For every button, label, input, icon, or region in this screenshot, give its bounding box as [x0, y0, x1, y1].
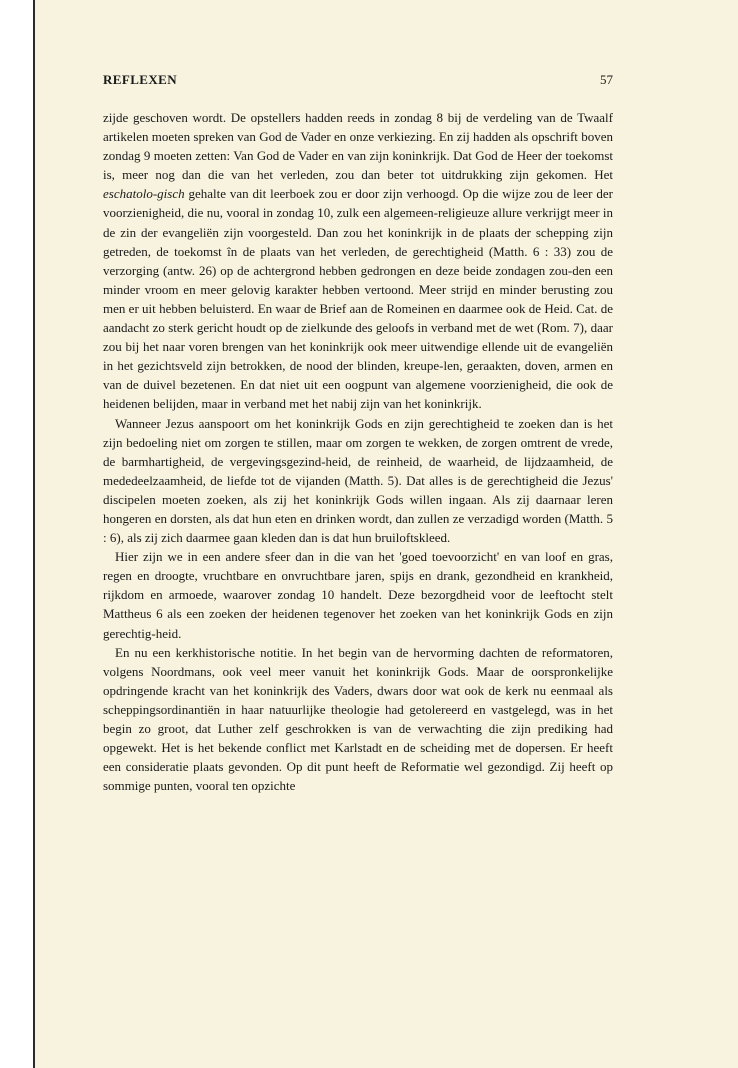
paragraph-1 — [103, 108, 613, 414]
page-header — [103, 72, 613, 90]
paragraph-4: En nu een kerkhistorische notitie. In het begin van de hervorming dachten de reformatoren, volgens Noordmans, ook veel meer vanuit het koninkrijk Gods. Maar de oorspronkelijke opdringende kracht van het koninkrijk des Vaders, dwars door wat ook de kerk nu eenmaal als scheppingsordinantiën in haar natuurlijke theologie had getolereerd en vastgelegd, was in het begin zo groot, dat Luther zelf geschrokken is van de verwachting die zijn prediking had opgewekt. Het is het bekende conflict met Karlstadt en de scheiding met de dopersen. Er heeft een consideratie plaats gevonden. Op dit punt heeft de Reformatie wel gezondigd. Zij heeft op sommige punten, vooral ten opzichte — [103, 644, 613, 794]
body-text — [103, 108, 613, 795]
paragraph-3: Hier zijn we in een andere sfeer dan in die van het 'goed toevoorzicht' en van loof en gras, regen en droogte, vruchtbare en onvruchtbare jaren, spijs en drank, gezondheid en krankheid, rijkdom en armoede, waarover zondag 10 handelt. Deze bezorgdheid voor de leeftocht stelt Mattheus 6 als een zoeken der heidenen tegenover het zoeken van het koninkrijk Gods en zijn gerechtig-heid. — [103, 549, 613, 641]
scan-left-margin — [0, 0, 33, 1068]
italic-term: eschatolo-gisch — [103, 186, 185, 202]
paragraph-2: Wanneer Jezus aanspoort om het koninkrijk Gods en zijn gerechtigheid te zoeken dan is het zijn bedoeling niet om zorgen te stillen, maar om zorgen te wekken, de zorgen omtrent de vrede, de barmhartigheid, de vergevingsgezind-heid, de reinheid, de waarheid, de lijdzaamheid, de mededeelzaamheid, de liefde tot de vijanden (Matth. 5). Dat alles is de gerechtigheid die Jezus' discipelen moeten zoeken, als zij het koninkrijk Gods willen ingaan. Als zij daarnaar leren hongeren en dorsten, als dat hun eten en drinken wordt, dan zullen ze verzadigd worden (Matth. 5 : 6), als zij zich daarmee gaan kleden dan is dat hun bruiloftskleed. — [103, 415, 613, 546]
paragraph-1-text-after: gehalte van dit leerboek zou er door zijn verhoogd. Op die wijze zou de leer der voorzienigheid, die nu, vooral in zondag 10, zulk een algemeen-religieuze allure verkrijgt meer in de zin der evangeliën zijn voorgesteld. Dan zou het koninkrijk in de plaats der schepping zijn getreden, de toekomst în de plaats van het verleden, de gerechtigheid (Matth. 6 : 33) zou de verzorging (antw. 26) op de achtergrond hebben gedrongen en deze beide zondagen zou-den een minder vroom en meer gelovig karakter hebben vertoond. Meer strijd en minder berusting zou men er uit hebben beluisterd. En waar de Brief aan de Romeinen en daarmee ook de Heid. Cat. de aandacht zo sterk gericht houdt op de zielkunde des geloofs in verband met de wet (Rom. 7), daar zou bij het naar voren brengen van het koninkrijk ook meer uitwendige ellende uit de evangeliën in het gezichtsveld zijn betrokken, de nood der blinden, kreupe-len, geraakten, doven, armen en van de duivel bezetenen. En dat niet uit een oogpunt van algemene voorzienigheid, die ook de heidenen belijden, maar in verband met het nabij zijn van het koninkrijk. — [103, 186, 613, 412]
page-edge-line — [33, 0, 35, 1068]
page-number: 57 — [600, 72, 613, 87]
paragraph-1-text-before: zijde geschoven wordt. De opstellers hadden reeds in zondag 8 bij de verdeling van de Twaalf artikelen moeten spreken van God de Vader en onze verkiezing. En zij hadden als opschrift boven zondag 9 moeten zetten: Van God de Vader en van zijn koninkrijk. Dat God de Heer der toekomst is, meer nog dan die van het verleden, zou dan beter tot uitdrukking zijn gekomen. Het — [103, 110, 613, 183]
running-head: REFLEXEN — [103, 72, 177, 87]
